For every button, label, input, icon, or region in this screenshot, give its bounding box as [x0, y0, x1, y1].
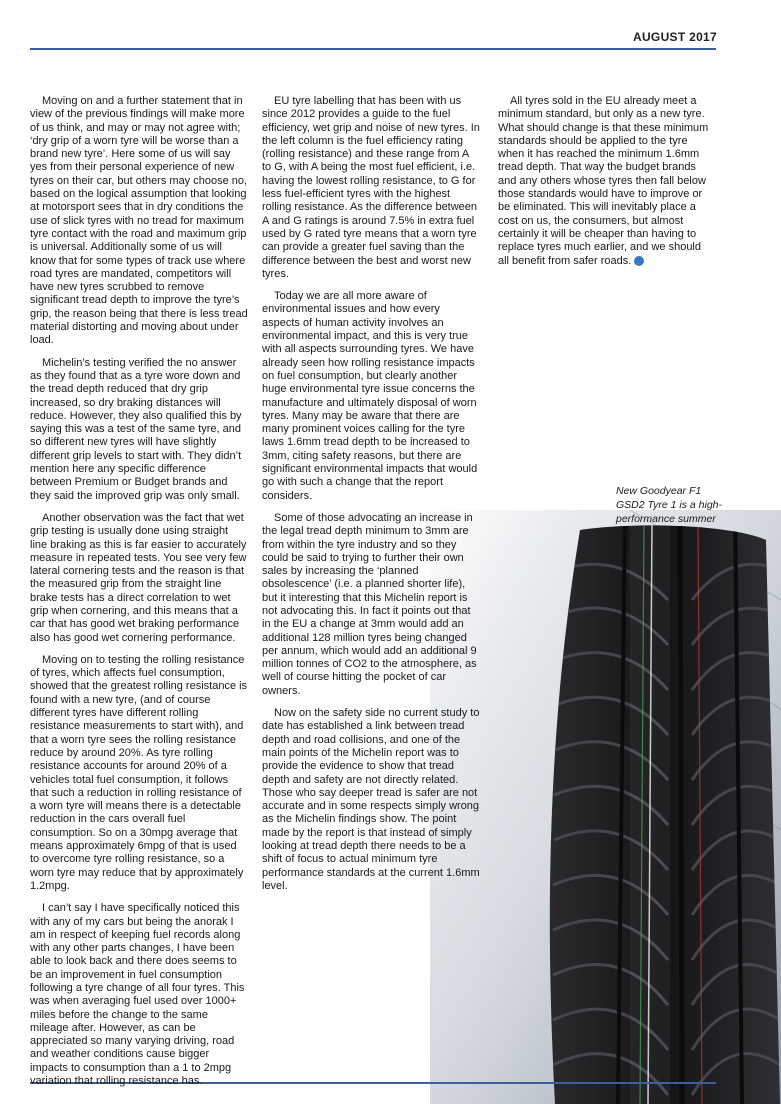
tyre-illustration — [430, 510, 781, 1104]
paragraph: I can’t say I have specifically noticed this with any of my cars but being the anorak I am in respect of keeping fuel records along with any other parts changes, I have been able to look back and there does seems to be an improvement in fuel consumption following a tyre change of all four tyres. This was when averaging fuel used over 1000+ miles before the change to the same mileage after. However, as can be appreciated so many varying driving, road and weather conditions cause bigger impacts to consumption than a 1 to 2mpg variation that rolling resistance has. — [30, 902, 245, 1088]
paragraph: Another observation was the fact that wet grip testing is usually done using straight line braking as this is far easier to accurately measure in repeated tests. You see very few lateral cornering tests and the reason is that the measured grip from the straight line brake tests has a direct correlation to wet grip when cornering, and this means that a car that has good wet braking performance also has good wet cornering performance. — [30, 511, 247, 644]
paragraph: Some of those advocating an increase in the legal tread depth minimum to 3mm are from within the tyre industry and so they could be said to trying to further their own sales by increasing the ‘planned obsolescence’ (i.e. a planned shorter life), but it interesting that this Michelin report is not advocating this. In fact it points out that in the EU a change at 3mm would add an additional 128 million tyres being changed per annum, which would add an additional 9 million tonnes of CO2 to the atmosphere, as well of course hitting the pocket of car owners. — [262, 511, 477, 697]
header-rule — [30, 48, 716, 50]
page-number: 27 — [704, 1088, 717, 1100]
photo-caption: New Goodyear F1 GSD2 Tyre 1 is a high-performance summer tyre — [616, 485, 723, 539]
tyre-photo — [430, 510, 781, 1104]
article-column-2 — [262, 95, 480, 902]
article-column-3 — [498, 95, 714, 277]
paragraph: Moving on to testing the rolling resistance of tyres, which affects fuel consumption, showed that the greatest rolling resistance is found with a new tyre, (and of course different tyres have different rolling resistance measurements to start with), and that a worn tyre sees the rolling resistance reduce by around 20%. As tyre rolling resistance accounts for around 20% of a vehicles total fuel consumption, it follows that such a reduction in rolling resistance of a worn tyre will means there is a detectable reduction in the cars overall fuel consumption. So on a 30mpg average that means approximately 6mpg of that is used to overcome tyre rolling resistance, so a worn tyre may reduce that by approximately 1.2mpg. — [30, 653, 248, 892]
paragraph: EU tyre labelling that has been with us since 2012 provides a guide to the fuel efficiency, wet grip and noise of new tyres. In the left column is the fuel efficiency rating (rolling resistance) and these range from A to G, with A being the most fuel efficient, i.e. having the lowest rolling resistance, to G for less fuel-efficient tyres with the highest rolling resistance. As the difference between A and G ratings is around 7.5% in extra fuel used by G rated tyre means that a worn tyre can provide a greater fuel saving than the difference between the best and worst new tyres. — [262, 95, 480, 280]
paragraph: Today we are all more aware of environmental issues and how every aspects of human activity involves an environmental impact, and this is very true with all aspects surrounding tyres. We have already seen how rolling resistance impacts on fuel consumption, but clearly another huge environmental tyre issue concerns the manufacture and ultimately disposal of worn tyres. Many may be aware that there are many prominent voices calling for the tyre laws 1.6mm tread depth to be increased to 3mm, citing safety reasons, but there are significant environmental impacts that would go with such a change that the report considers. — [262, 290, 478, 502]
article-column-1 — [30, 95, 248, 1097]
paragraph-text: All tyres sold in the EU already meet a minimum standard, but only as a new tyre. What should change is that these minimum standards should be applied to the tyre when it has reached the minimum 1.6mm tread depth. That way the budget brands and any others whose tyres then fall below those standards would have to improve or be eliminated. This will inevitably place a cost on us, the consumers, but almost certainly it will be cheaper than having to replace tyres much earlier, and we should all benefit from safer roads. — [498, 95, 709, 267]
paragraph: Michelin’s testing verified the no answer as they found that as a tyre wore down and the tread depth reduced that dry grip increased, so dry braking distances will reduce. However, they also qualified this by saying this was a test of the same tyre, and so different new tyres will have slightly different grip levels to start with. They didn’t mention here any specific difference between Premium or Budget brands and they said the improved grip was only small. — [30, 356, 242, 502]
circular-logo-endmark-icon: ● — [634, 256, 644, 266]
paragraph: Moving on and a further statement that in view of the previous findings will make more of us think, and may or may not agree with; ‘dry grip of a worn tyre will be worse than a brand new tyre’. Here some of us will say yes from their personal experience of new tyres on their car, but others may choose no, based on the logical assumption that looking at motorsport sees that in dry conditions the use of slick tyres with no tread for maximum tyre contact with the road and maximum grip is universal. Additionally some of us will know that for some types of track use where road tyres are mandated, competitors will have new tyres scrubbed to remove significant tread depth to improve the tyre’s grip, the reason being that there is less tread material distorting and moving about under load. — [30, 95, 248, 347]
issue-date: AUGUST 2017 — [633, 30, 717, 44]
paragraph — [498, 95, 714, 268]
paragraph: Now on the safety side no current study to date has established a link between tread depth and road collisions, and one of the main points of the Michelin report was to provide the evidence to show that tread depth and safety are not directly related. Those who say deeper tread is safer are not accurate and in some respects simply wrong as the Michelin findings show. The point made by the report is that instead of simply looking at tread depth there needs to be a shift of focus to actual minimum tyre performance standards at the current 1.6mm level. — [262, 707, 480, 892]
